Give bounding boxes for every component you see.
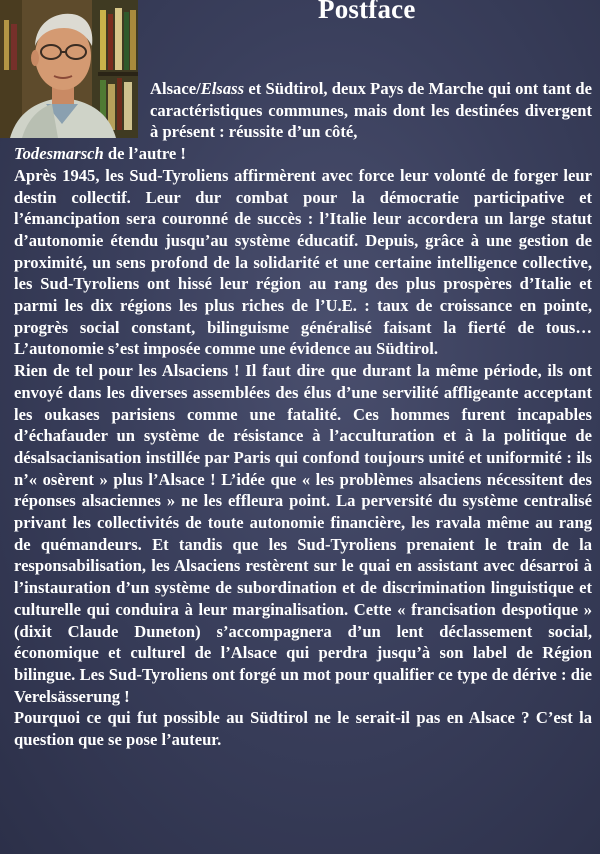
- intro-italic-word: Todesmarsch: [14, 144, 104, 164]
- intro-part1: Alsace/: [150, 79, 201, 98]
- intro-line-rest: de l’autre !: [103, 144, 186, 164]
- paragraph-1: Après 1945, les Sud-Tyroliens affirmèrent avec force leur volonté de forger leur destin collectif. Leur dur combat pour la démocratie participative et l’émancipation sera couronné de succès : l’Italie leur accordera un large statut d’autonomie étendu jusqu’au système éducatif. Depuis, grâce à une gestion de proximité, un sens profond de la solidarité et une certaine intelligence collective, les Sud-Tyroliens ont hissé leur région au rang des plus prospères d’Italie et parmi les dix régions les plus riches de l’U.E. : taux de croissance en pointe, progrès social constant, bilinguisme généralisé faisant la fierté de tous… L’autonomie s’est imposée comme une évidence au Südtirol.: [14, 165, 592, 359]
- paragraph-2: Rien de tel pour les Alsaciens ! Il faut dire que durant la même période, ils ont envoyé dans les diverses assemblées des élus d’une servilité affligeante acceptant les oukases parisiens comme une fatalité. Ces hommes furent incapables d’échafauder un système de résistance à l’acculturation et à la politique de désalsacianisation instillée par Paris qui confond toujours unité et uniformité : ils n’« osèrent » plus l’Alsace ! L’idée que « les problèmes alsaciens nécessitent des réponses alsaciennes » ne les effleura point. La perversité du système centralisé privant les collectivités de toute autonomie financière, les ravala même au rang de quémandeurs. Et tandis que les Sud-Tyroliens prenaient le train de la responsabilisation, les Alsaciens restèrent sur le quai en assistant avec désarroi à l’instauration d’un système de subordination et de discrimination linguistique et culturelle qui conduira à leur marginalisation. Cette « francisation despotique » (dixit Claude Duneton) s’accompagnera d’un lent déclassement social, économique et culturel de l’Alsace qui perdra jusqu’à son label de Région bilingue. Les Sud-Tyroliens ont forgé un mot pour qualifier ce type de dérive : die Verelsässerung !: [14, 361, 592, 706]
- intro-last-line: [14, 143, 592, 165]
- intro-part2: Elsass: [200, 79, 245, 98]
- intro-paragraph: [14, 78, 592, 143]
- postface-text: [14, 78, 592, 751]
- page-title: Postface: [318, 0, 416, 24]
- intro-part3: et Südtirol, deux Pays de Marche qui ont tant de caractéristiques communes, mais dont les destinées divergent à présent : réussite d’un côté,: [150, 79, 592, 142]
- paragraph-3: Pourquoi ce qui fut possible au Südtirol ne le serait-il pas en Alsace ? C’est la question que se pose l’auteur.: [14, 708, 592, 750]
